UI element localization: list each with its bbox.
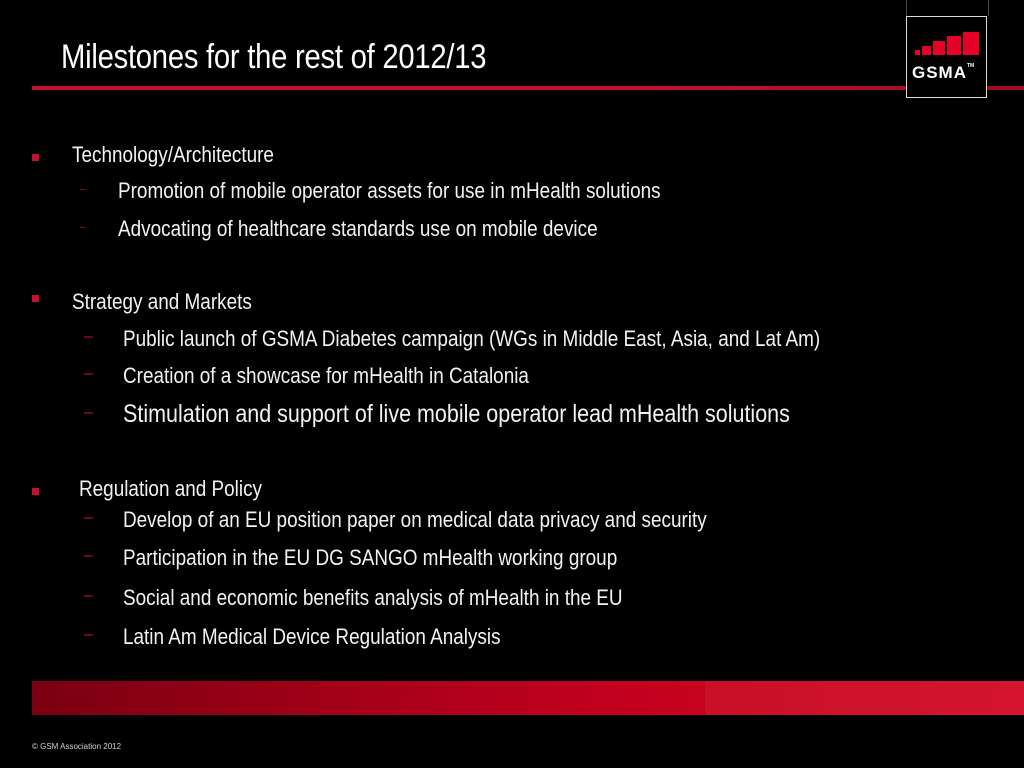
dash-icon: –: [84, 404, 93, 421]
logo-stub: [906, 0, 989, 16]
slide-title: Milestones for the rest of 2012/13: [61, 38, 487, 76]
list-item: Stimulation and support of live mobile operator lead mHealth solutions: [123, 400, 790, 428]
section-heading-strategy: Strategy and Markets: [72, 289, 252, 314]
list-item: Participation in the EU DG SANGO mHealth working group: [123, 545, 618, 570]
dash-icon: –: [84, 626, 93, 643]
list-item: Latin Am Medical Device Regulation Analysis: [123, 624, 501, 649]
bullet-icon: [32, 154, 39, 161]
list-item: Social and economic benefits analysis of mHealth in the EU: [123, 585, 623, 610]
bullet-icon: [32, 488, 39, 495]
dash-icon: –: [84, 587, 93, 604]
title-rule: [32, 86, 1024, 90]
footer-copyright: © GSM Association 2012: [32, 742, 122, 751]
logo-squares-icon: [915, 32, 979, 56]
dash-icon: –: [80, 222, 86, 233]
list-item: Develop of an EU position paper on medical data privacy and security: [123, 507, 707, 532]
bullet-icon: [32, 295, 39, 302]
list-item: Advocating of healthcare standards use on mobile device: [118, 216, 598, 241]
section-heading-technology: Technology/Architecture: [72, 142, 274, 167]
logo-tm: TM: [967, 63, 975, 69]
list-item: Promotion of mobile operator assets for use in mHealth solutions: [118, 178, 661, 203]
gsma-logo: [906, 16, 987, 98]
dash-icon: –: [84, 365, 93, 382]
bottom-bar: [32, 681, 1024, 715]
list-item: Public launch of GSMA Diabetes campaign (WGs in Middle East, Asia, and Lat Am): [123, 326, 821, 351]
dash-icon: –: [84, 547, 93, 564]
dash-icon: –: [80, 184, 86, 195]
logo-text: GSMA™: [912, 63, 975, 82]
section-heading-regulation: Regulation and Policy: [79, 476, 263, 501]
dash-icon: –: [84, 509, 93, 526]
list-item: Creation of a showcase for mHealth in Catalonia: [123, 363, 529, 388]
dash-icon: –: [84, 328, 93, 345]
